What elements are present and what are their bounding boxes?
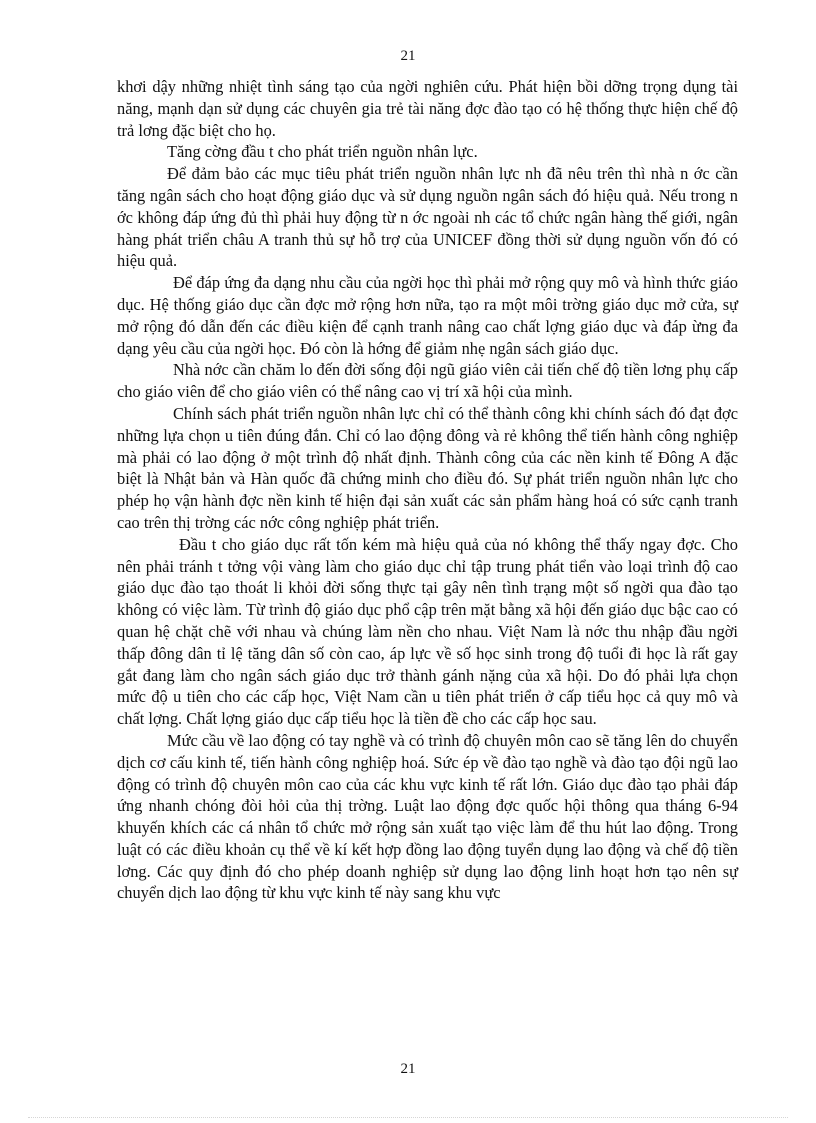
paragraph: Đầu t cho giáo dục rất tốn kém mà hiệu quả của nó không thể thấy ngay đợc. Cho nên phải tránh t tởng vội vàng làm cho giáo dục chỉ tập trung phát tiển vào loại trình độ cao giáo dục đào tạo thoát li khỏi đời sống thực tại gây nên tình trạng một số ngời qua đào tạo không có việc làm. Từ trình độ giáo dục phổ cập trên mặt bằng xã hội đến giáo dục bậc cao có quan hệ chặt chẽ với nhau và chúng làm nền cho nhau. Việt Nam là nớc thu nhập đầu ngời thấp đông dân tỉ lệ tăng dân số còn cao, áp lực về số học sinh trong độ tuổi đi học là rất gay gắt đang làm cho ngân sách giáo dục trở thành gánh nặng của xã hội. Do đó phải lựa chọn mức độ u tiên cho các cấp học, Việt Nam cần u tiên phát triển ở cấp tiểu học cả quy mô và chất lợng. Chất lợng giáo dục cấp tiểu học là tiền đề cho các cấp học sau. — [117, 534, 738, 729]
paragraph: Chính sách phát triển nguồn nhân lực chỉ có thể thành công khi chính sách đó đạt đợc những lựa chọn u tiên đúng đắn. Chỉ có lao động đông và rẻ không thể tiến hành công nghiệp mà phải có lao động ở một trình độ nhất định. Thành công của các nền kinh tế Đông A đặc biệt là Nhật bản và Hàn quốc đã chứng minh cho điều đó. Sự phát triển nguồn nhân lực cho phép họ vận hành đợc nền kinh tế hiện đại sản xuất các sản phẩm hàng hoá có sức cạnh tranh cao trên thị trờng các nớc công nghiệp phát triển. — [117, 403, 738, 532]
paragraph: Nhà nớc cần chăm lo đến đời sống đội ngũ giáo viên cải tiến chế độ tiền lơng phụ cấp cho giáo viên để cho giáo viên có thể nâng cao vị trí xã hội của mình. — [117, 360, 738, 402]
paragraph: khơi dậy những nhiệt tình sáng tạo của ngời nghiên cứu. Phát hiện bồi dỡng trọng dụng tài năng, mạnh dạn sử dụng các chuyên gia trẻ tài năng đợc đào tạo có hệ thống thực hiện chế độ trả lơng đặc biệt cho họ. — [117, 77, 738, 140]
paragraph: Tăng cờng đầu t cho phát triển nguồn nhân lực. — [167, 142, 478, 162]
page-number-bottom: 21 — [400, 1061, 416, 1077]
page-number-top: 21 — [400, 48, 416, 64]
paragraph: Để đảm bảo các mục tiêu phát triển nguồn nhân lực nh đã nêu trên thì nhà n ớc cần tăng ngân sách cho hoạt động giáo dục và sử dụng nguồn ngân sách đó hiệu quả. Nếu trong n ớc không đáp ứng đủ thì phải huy động từ n ớc ngoài nh các tổ chức ngân hàng thế giới, ngân hàng phát triển châu A tranh thủ sự hỗ trợ của UNICEF đồng thời sử dụng nguồn vốn đó có hiệu quả. — [117, 164, 738, 271]
paragraph: Mức cầu về lao động có tay nghề và có trình độ chuyên môn cao sẽ tăng lên do chuyển dịch cơ cấu kinh tế, tiến hành công nghiệp hoá. Sức ép về đào tạo nghề và đào tạo đội ngũ lao động có trình độ chuyên môn cao của các khu vực kinh tế rất lớn. Giáo dục đào tạo phải đáp ứng nhanh chóng đòi hỏi của thị trờng. Luật lao động đợc quốc hội thông qua tháng 6-94 khuyến khích các cá nhân tổ chức mở rộng sản xuất tạo việc làm để thu hút lao động. Trong luật có các điều khoản cụ thể về kí kết hợp đồng lao động tuyển dụng lao động và chế độ tiền lơng. Các quy định đó cho phép doanh nghiệp sử dụng lao động linh hoạt hơn tạo nên sự chuyển dịch lao động từ khu vực kinh tế này sang khu vực — [117, 730, 738, 903]
page-bottom-divider — [28, 1117, 788, 1118]
paragraph: Để đáp ứng đa dạng nhu cầu của ngời học thì phải mở rộng quy mô và hình thức giáo dục. Hệ thống giáo dục cần đợc mở rộng hơn nữa, tạo ra một môi trờng giáo dục mở cửa, sự mở rộng đó dẫn đến các điều kiện để cạnh tranh nâng cao chất lợng giáo dục và đáp ừng đa dạng yêu cầu của ngời học. Đó còn là hớng để giảm nhẹ ngân sách giáo dục. — [117, 273, 738, 358]
body-text — [117, 76, 738, 904]
